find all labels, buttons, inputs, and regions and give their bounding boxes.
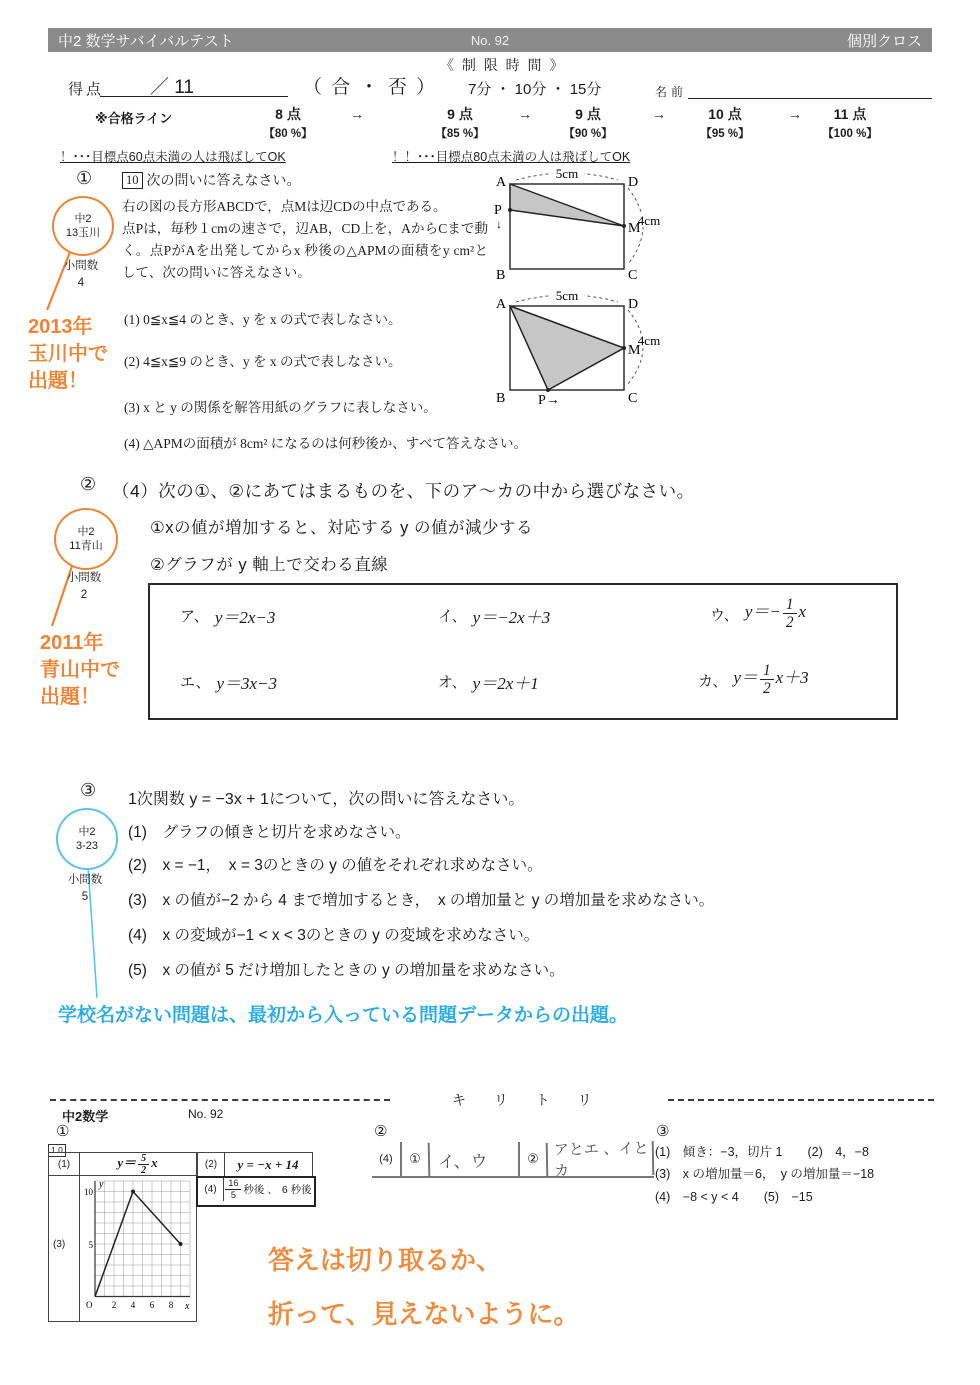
answer2-sub1-no: ① bbox=[400, 1142, 428, 1176]
pass-step-5: 11 点 【100 %】 bbox=[822, 106, 878, 140]
option-a: ア、 y＝2x−3 bbox=[180, 608, 276, 627]
answer3-label: ③ bbox=[656, 1123, 670, 1140]
fig2-label-p: P→ bbox=[538, 393, 560, 408]
time-options: 7分 ・ 10分 ・ 15分 bbox=[468, 81, 602, 98]
course-label: 個別クロス bbox=[846, 32, 922, 50]
slip-title: 中2数学 bbox=[62, 1109, 109, 1124]
answer1-row1-value: y＝ $\frac{5}{2}$ x bbox=[79, 1153, 196, 1176]
name-underline bbox=[688, 98, 932, 99]
fig1-label-c: C bbox=[628, 268, 638, 283]
header-bar bbox=[48, 28, 932, 52]
graph-ytick-5: 5 bbox=[88, 1240, 93, 1250]
problem3-source-badge: 中2 3-23 bbox=[56, 808, 118, 870]
fig2-top-length: 5cm bbox=[555, 288, 579, 303]
answer1-row2: (2) y = −x + 14 bbox=[197, 1152, 313, 1177]
pass-fail-choice: （ 合 ・ 否 ） bbox=[303, 77, 438, 98]
problem1-number: ① bbox=[76, 168, 93, 188]
problem3-item-2: (2) x = −1， x = 3のときの y の値をそれぞれ求めなさい。 bbox=[128, 857, 543, 874]
question-number-box: 10 bbox=[122, 172, 143, 189]
answer2-row-no: (4) bbox=[379, 1153, 393, 1165]
problem3-item-5: (5) x の値が 5 だけ増加したときの y の増加量を求めなさい。 bbox=[128, 962, 565, 979]
figure-rectangle-2 bbox=[486, 288, 706, 410]
arrow-icon: → bbox=[350, 106, 364, 122]
option-o: オ、 y＝2x＋1 bbox=[438, 674, 539, 693]
fig2-label-c: C bbox=[628, 391, 638, 406]
answer3-line-3: (4) −8 < y < 4 (5) −15 bbox=[655, 1190, 813, 1204]
options-box bbox=[148, 583, 898, 720]
graph-xtick-4: 4 bbox=[130, 1300, 136, 1310]
skip-note-1: ！･･･目標点60点未満の人は飛ばしてOK bbox=[60, 150, 286, 164]
answer1-row1-no: (1) bbox=[49, 1153, 80, 1176]
problem3-intro: 1次関数 y = −3x + 1について，次の問いに答えなさい。 bbox=[128, 791, 525, 808]
problem3-item-4: (4) x の変域が−1 < x < 3のときの y の変域を求めなさい。 bbox=[128, 927, 540, 944]
answer3-line-1: (1) 傾き：−3，切片 1 (2) 4，−8 bbox=[655, 1145, 869, 1159]
answer3-line-2: (3) x の増加量＝6， y の増加量＝−18 bbox=[655, 1167, 875, 1181]
problem3-item-3: (3) x の値が−2 から 4 まで増加するとき， x の増加量と y の増加量を求めなさい。 bbox=[128, 892, 715, 909]
problem2-source-badge: 中2 11青山 bbox=[54, 508, 118, 570]
answer-handling-note-2: 折って、見えないように。 bbox=[268, 1299, 580, 1329]
arrow-icon: → bbox=[788, 106, 802, 122]
time-limit-title: 《 制 限 時 間 》 bbox=[440, 57, 566, 73]
fig2-label-b: B bbox=[496, 391, 506, 406]
data-source-note: 学校名がない問題は、最初から入っている問題データからの出題。 bbox=[58, 1005, 629, 1026]
problem1-source-badge: 中2 13玉川 bbox=[52, 196, 114, 256]
fig1-label-b: B bbox=[496, 268, 506, 283]
problem1-origin-note: 2013年 玉川中で 出題！ bbox=[28, 316, 108, 392]
pass-step-1: 8 点 【80 %】 bbox=[263, 106, 313, 140]
graph-xtick-2: 2 bbox=[111, 1300, 117, 1310]
option-i: イ、 y＝−2x＋3 bbox=[438, 608, 551, 627]
problem3-number: ③ bbox=[80, 780, 97, 800]
problem2-origin-note: 2011年 青山中で 出題！ bbox=[40, 632, 120, 708]
problem1-item-2: (2) 4≦x≦9 のとき、y を x の式で表しなさい。 bbox=[124, 354, 402, 369]
answer1-points-box: 1 0 bbox=[48, 1140, 66, 1158]
fig2-side-length: 4cm bbox=[637, 333, 661, 348]
answer1-row4: (4) $\frac{16}{5}$ 秒後 、 6 秒後 bbox=[196, 1176, 316, 1207]
graph-xlabel: x bbox=[185, 1301, 190, 1312]
fig2-label-d: D bbox=[628, 297, 639, 312]
option-e: エ、 y＝3x−3 bbox=[180, 674, 278, 693]
fig2-label-m: M bbox=[628, 343, 641, 358]
fig1-label-p: P bbox=[494, 203, 502, 218]
fig1-label-a: A bbox=[496, 175, 507, 190]
answer2-sub2-no: ② bbox=[518, 1142, 546, 1176]
answer-handling-note-1: 答えは切り取るか、 bbox=[268, 1245, 503, 1275]
figure-rectangle-1 bbox=[486, 164, 706, 290]
graph-origin: O bbox=[86, 1300, 93, 1310]
fig1-top-length: 5cm bbox=[555, 166, 579, 181]
score-underline bbox=[100, 96, 288, 97]
cut-dash-right bbox=[668, 1099, 934, 1101]
doc-number: No. 92 bbox=[470, 32, 510, 48]
problem3-item-1: (1) グラフの傾きと切片を求めなさい。 bbox=[128, 824, 411, 841]
graph-xtick-6: 6 bbox=[149, 1300, 155, 1310]
cut-dash-left bbox=[50, 1099, 390, 1101]
arrow-icon: → bbox=[518, 106, 532, 122]
problem2-condition-1: ①xの値が増加すると、対応する y の値が減少する bbox=[150, 519, 533, 537]
option-u: ウ、 y＝− $\frac{1}{2}$ x bbox=[710, 596, 807, 632]
arrow-icon: → bbox=[652, 106, 666, 122]
problem1-subcount: 小問数 4 bbox=[63, 260, 99, 290]
problem2-head: （4）次の①、②にあてはまるものを、下のア～カの中から選びなさい。 bbox=[112, 481, 695, 501]
problem1-item-1: (1) 0≦x≦4 のとき、y を x の式で表しなさい。 bbox=[124, 312, 402, 327]
name-label: 名前 bbox=[655, 85, 688, 99]
problem1-body: 右の図の長方形ABCDで，点Mは辺CDの中点である。 点Pは，毎秒１cmの速さで，辺AB，CD上を，AからCまで動く。点PがAを出発してからx 秒後の△APMの面積をy cm²として、次の問いに答えなさい。 bbox=[122, 199, 488, 280]
answer2-sub1-value: イ、ウ bbox=[428, 1141, 519, 1177]
problem2-subcount: 小問数 2 bbox=[66, 572, 102, 602]
page-title: 中2 数学サバイバルテスト bbox=[58, 32, 234, 50]
skip-note-2: ！！･･･目標点80点未満の人は飛ばしてOK bbox=[392, 150, 631, 164]
problem2-number: ② bbox=[80, 474, 97, 494]
fig2-label-a: A bbox=[496, 297, 507, 312]
pass-step-2: 9 点 【85 %】 bbox=[435, 106, 485, 140]
problem2-condition-2: ②グラフが y 軸上で交わる直線 bbox=[150, 556, 389, 574]
option-ka: カ、 y＝ $\frac{1}{2}$ x＋3 bbox=[698, 662, 809, 698]
graph-ytick-10: 10 bbox=[84, 1187, 93, 1197]
problem1-item-4: (4) △APMの面積が 8cm² になるのは何秒後か、すべて答えなさい。 bbox=[124, 436, 528, 451]
problem3-subcount: 小問数 5 bbox=[67, 874, 103, 904]
graph-ylabel: y bbox=[99, 1179, 104, 1190]
answer-graph bbox=[81, 1177, 194, 1319]
pass-step-3: 9 点 【90 %】 bbox=[563, 106, 613, 140]
fig1-p-direction-arrow: ↓ bbox=[496, 217, 502, 231]
answer2-sub2-value: アとエ 、イとカ bbox=[546, 1141, 655, 1177]
answer1-row3-no: (3) bbox=[53, 1239, 66, 1250]
fig1-label-m: M bbox=[628, 221, 641, 236]
answer1-label: ① bbox=[56, 1123, 70, 1140]
cut-line-label: キ リ ト リ bbox=[452, 1092, 604, 1108]
pass-step-4: 10 点 【95 %】 bbox=[700, 106, 750, 140]
answer2-label: ② bbox=[374, 1123, 388, 1140]
graph-xtick-8: 8 bbox=[168, 1300, 174, 1310]
problem1-item-3: (3) x と y の関係を解答用紙のグラフに表しなさい。 bbox=[124, 400, 437, 415]
answer2-row bbox=[372, 1139, 654, 1180]
problem1-lead: 10 次の問いに答えなさい。 bbox=[122, 170, 301, 190]
pass-line-label: ※合格ライン bbox=[95, 111, 173, 126]
fig1-side-length: 4cm bbox=[637, 213, 661, 228]
score-value: ／ 11 bbox=[150, 77, 195, 98]
score-label: 得点 bbox=[68, 81, 105, 98]
answer1-table bbox=[48, 1152, 197, 1322]
slip-doc-number: No. 92 bbox=[188, 1107, 224, 1121]
fig1-label-d: D bbox=[628, 175, 639, 190]
